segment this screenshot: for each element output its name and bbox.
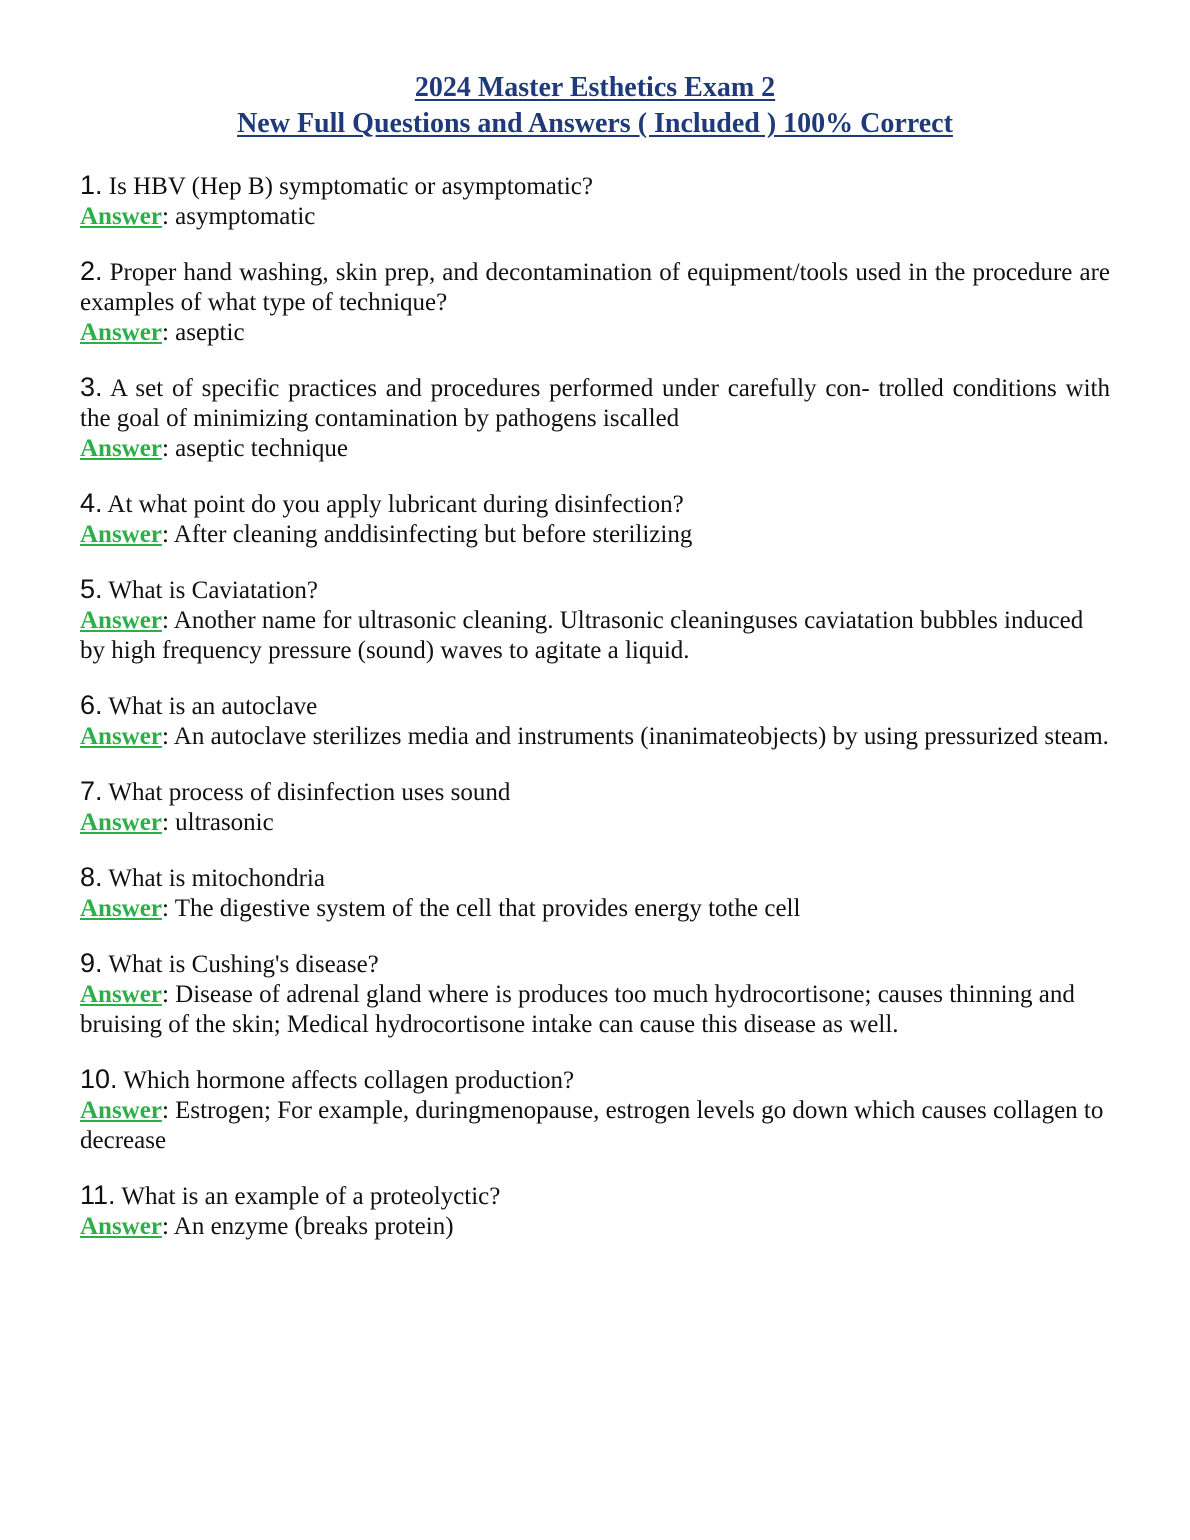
question [80, 690, 1110, 722]
question-number: 1. [80, 170, 103, 200]
question-text: What is Cushing's disease? [108, 951, 379, 978]
answer-label: Answer [80, 1097, 162, 1124]
qa-item [80, 862, 1110, 924]
answer: Answer: Disease of adrenal gland where is produces too much hydrocortisone; causes thinning and bruising of the skin; Medical hydrocortisone intake can cause this disease as well. [80, 981, 1075, 1038]
question-text: What is an example of a proteolyctic? [121, 1183, 501, 1210]
question-number: 3. [80, 372, 103, 402]
question [80, 372, 1110, 434]
qa-item [80, 690, 1110, 752]
question-number: 2. [80, 256, 103, 286]
answer: Answer: aseptic [80, 319, 245, 346]
answer: Answer: The digestive system of the cell that provides energy tothe cell [80, 895, 801, 922]
qa-item [80, 372, 1110, 464]
answer-label: Answer [80, 521, 162, 548]
answer: Answer: An enzyme (breaks protein) [80, 1213, 454, 1240]
answer-text: The digestive system of the cell that provides energy tothe cell [174, 895, 801, 922]
qa-item [80, 574, 1110, 666]
question-text: Proper hand washing, skin prep, and decontamination of equipment/tools used in the procedure are examples of what type of technique? [80, 259, 1111, 316]
answer: Answer: ultrasonic [80, 809, 274, 836]
question [80, 574, 1110, 606]
answer-label: Answer [80, 809, 162, 836]
question-text: Which hormone affects collagen production? [123, 1067, 575, 1094]
answer-text: ultrasonic [175, 809, 274, 836]
question [80, 948, 1110, 980]
question-number: 7. [80, 776, 103, 806]
question-text: What is Caviatation? [108, 577, 318, 604]
qa-item [80, 488, 1110, 550]
answer-label: Answer [80, 203, 162, 230]
answer-text: asymptomatic [175, 203, 316, 230]
answer-text: Another name for ultrasonic cleaning. Ultrasonic cleaninguses caviatation bubbles induced by high frequency pressure (sound) waves to agitate a liquid. [80, 607, 1084, 664]
question-number: 8. [80, 862, 103, 892]
qa-list [80, 170, 1110, 1242]
qa-item [80, 256, 1110, 348]
qa-item [80, 1064, 1110, 1156]
answer: Answer: aseptic technique [80, 435, 348, 462]
answer: Answer: asymptomatic [80, 203, 316, 230]
question-number: 9. [80, 948, 103, 978]
answer-text: After cleaning anddisinfecting but before sterilizing [173, 521, 693, 548]
question-text: A set of specific practices and procedures performed under carefully con- trolled conditions with the goal of minimizing contamination by pathogens iscalled [80, 375, 1110, 432]
question-text: What is mitochondria [108, 865, 325, 892]
question-number: 11. [80, 1180, 116, 1210]
answer-label: Answer [80, 607, 162, 634]
answer-label: Answer [80, 981, 162, 1008]
answer-text: An enzyme (breaks protein) [173, 1213, 454, 1240]
question [80, 1180, 1110, 1212]
answer-text: aseptic [175, 319, 245, 346]
answer: Answer: Estrogen; For example, duringmenopause, estrogen levels go down which causes collagen to decrease [80, 1097, 1104, 1154]
answer-text: An autoclave sterilizes media and instruments (inanimateobjects) by using pressurized steam. [173, 723, 1109, 750]
question-number: 10. [80, 1064, 118, 1094]
question-text: What process of disinfection uses sound [108, 779, 511, 806]
question [80, 488, 1110, 520]
question [80, 256, 1110, 318]
question-text: At what point do you apply lubricant during disinfection? [107, 491, 684, 518]
answer-label: Answer [80, 319, 162, 346]
question [80, 862, 1110, 894]
answer-label: Answer [80, 895, 162, 922]
answer-label: Answer [80, 1213, 162, 1240]
question-number: 4. [80, 488, 103, 518]
answer: Answer: Another name for ultrasonic cleaning. Ultrasonic cleaninguses caviatation bubbles induced by high frequency pressure (sound) waves to agitate a liquid. [80, 607, 1084, 664]
qa-item [80, 948, 1110, 1040]
document-page [80, 70, 1110, 1266]
question-number: 6. [80, 690, 103, 720]
question-text: What is an autoclave [108, 693, 318, 720]
question [80, 170, 1110, 202]
document-title [80, 70, 1110, 142]
answer: Answer: After cleaning anddisinfecting but before sterilizing [80, 521, 693, 548]
question-number: 5. [80, 574, 103, 604]
answer-text: Estrogen; For example, duringmenopause, estrogen levels go down which causes collagen to decrease [80, 1097, 1104, 1154]
qa-item [80, 1180, 1110, 1242]
title-line-2: New Full Questions and Answers ( Included ) 100% Correct [237, 108, 953, 139]
question [80, 1064, 1110, 1096]
answer-text: aseptic technique [175, 435, 348, 462]
answer: Answer: An autoclave sterilizes media and instruments (inanimateobjects) by using pressurized steam. [80, 723, 1109, 750]
qa-item [80, 170, 1110, 232]
answer-label: Answer [80, 435, 162, 462]
answer-text: Disease of adrenal gland where is produces too much hydrocortisone; causes thinning and bruising of the skin; Medical hydrocortisone intake can cause this disease as well. [80, 981, 1075, 1038]
answer-label: Answer [80, 723, 162, 750]
question [80, 776, 1110, 808]
title-line-1: 2024 Master Esthetics Exam 2 [414, 72, 776, 103]
question-text: Is HBV (Hep B) symptomatic or asymptomatic? [108, 173, 593, 200]
qa-item [80, 776, 1110, 838]
